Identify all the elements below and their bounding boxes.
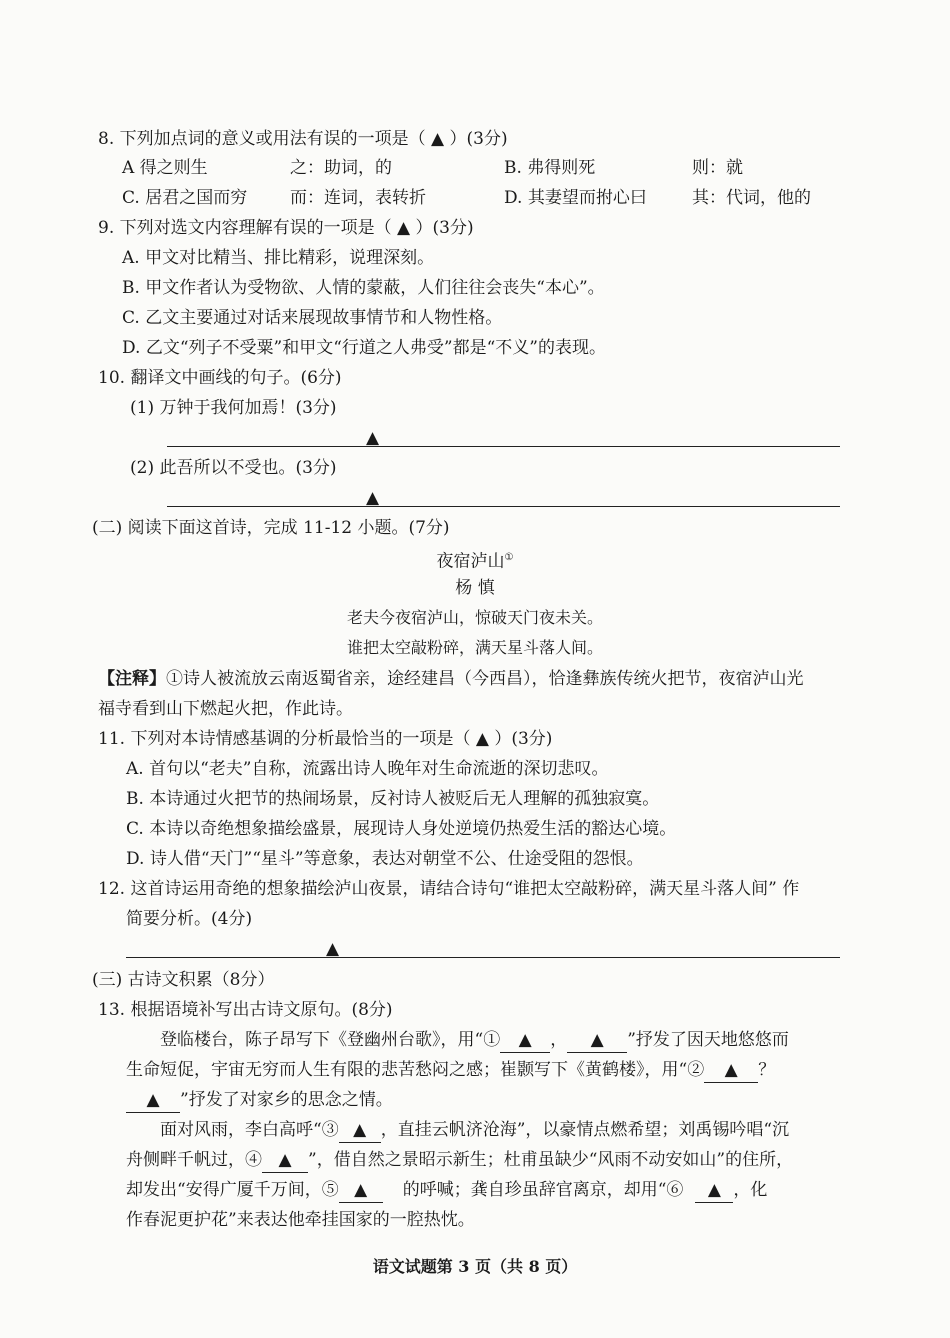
q13-blank-1b[interactable]: ▲	[567, 1028, 627, 1053]
q8-option-a-note: 之：助词，的	[290, 158, 392, 178]
section2-heading: (二) 阅读下面这首诗，完成 11-12 小题。(7分)	[92, 518, 450, 538]
q8-stem: 8. 下列加点词的意义或用法有误的一项是（ ▲ ）(3分)	[98, 129, 508, 149]
q9-option-a: A. 甲文对比精当、排比精彩，说理深刻。	[122, 248, 435, 268]
q13-p1-text-b: ，	[550, 1030, 568, 1050]
q13-p1-text-c: ”抒发了因天地悠悠而	[627, 1030, 789, 1050]
poem-note-text-1: ①诗人被流放云南返蜀省亲，途经建昌（今西昌），恰逢彝族传统火把节，夜宿泸山光	[166, 669, 804, 689]
q13-para2-line1	[160, 1118, 789, 1143]
q8-option-b-note: 则：就	[692, 158, 743, 178]
q13-blank-2a[interactable]: ▲	[704, 1058, 758, 1083]
q8-option-d: D. 其妻望而拊心曰	[504, 188, 647, 208]
q8-option-a: A 得之则生	[122, 158, 208, 178]
q13-para2-line4: 作春泥更护花”来表达他牵挂国家的一腔热忱。	[126, 1210, 475, 1230]
poem-note-line-1	[98, 667, 804, 691]
page-footer: 语文试题第 3 页（共 8 页）	[372, 1257, 578, 1276]
q11-option-a: A. 首句以“老夫”自称，流露出诗人晚年对生命流逝的深切悲叹。	[126, 759, 609, 779]
q13-p2-text-e: 却发出“安得广厦千万间，⑤	[126, 1180, 339, 1200]
q13-p2-text-g: ，化	[733, 1180, 768, 1200]
poem-title: 夜宿泸山	[436, 551, 505, 572]
q13-blank-4[interactable]: ▲	[262, 1148, 308, 1173]
q13-p2-text-b: ，直挂云帆济沧海”，以豪情点燃希望；刘禹锡吟唱“沉	[380, 1120, 790, 1140]
q13-para2-line2	[126, 1148, 793, 1173]
q10-answer-mark-1: ▲	[366, 428, 380, 448]
q8-option-d-note: 其：代词，他的	[692, 188, 811, 208]
poem-note-label: 【注释】	[98, 669, 166, 689]
q11-option-d: D. 诗人借“天门”“星斗”等意象，表达对朝堂不公、仕途受阻的怨恨。	[126, 849, 644, 869]
q13-p2-text-f: 的呼喊；龚自珍虽辞官离京，却用“⑥	[402, 1180, 684, 1200]
q9-option-c: C. 乙文主要通过对话来展现故事情节和人物性格。	[122, 308, 503, 328]
q9-option-b: B. 甲文作者认为受物欲、人情的蒙蔽，人们往往会丧失“本心”。	[122, 278, 605, 298]
q12-stem-line-1: 12. 这首诗运用奇绝的想象描绘泸山夜景，请结合诗句“谁把太空敲粉碎，满天星斗落人间” 作	[98, 879, 800, 899]
q9-option-d: D. 乙文“列子不受粟”和甲文“行道之人弗受”都是“不义”的表现。	[122, 338, 606, 358]
q13-blank-6[interactable]: ▲	[695, 1178, 733, 1203]
q13-p2-text-a: 面对风雨，李白高呼“③	[160, 1120, 339, 1140]
poem-author: 杨 慎	[455, 578, 495, 598]
q8-option-b: B. 弗得则死	[504, 158, 596, 178]
q13-p1-text-d: 生命短促，宇宙无穷而人生有限的悲苦愁闷之感；崔颢写下《黄鹤楼》，用“②	[126, 1060, 705, 1080]
q10-item-2: (2) 此吾所以不受也。(3分)	[130, 458, 337, 478]
q11-stem: 11. 下列对本诗情感基调的分析最恰当的一项是（ ▲ ）(3分)	[98, 729, 553, 749]
q13-blank-1a[interactable]: ▲	[500, 1028, 550, 1053]
q13-p1-text-f: ”抒发了对家乡的思念之情。	[180, 1090, 393, 1110]
q13-blank-3[interactable]: ▲	[339, 1118, 381, 1143]
q11-option-b: B. 本诗通过火把节的热闹场景，反衬诗人被贬后无人理解的孤独寂寞。	[126, 789, 660, 809]
q13-para1-line2	[126, 1058, 775, 1083]
q12-stem-line-2: 简要分析。(4分)	[126, 909, 253, 929]
poem-note-line-2: 福寺看到山下燃起火把，作此诗。	[98, 699, 353, 719]
q13-para1-line1	[160, 1028, 789, 1053]
q11-option-c: C. 本诗以奇绝想象描绘盛景，展现诗人身处逆境仍热爱生活的豁达心境。	[126, 819, 677, 839]
poem-line-2: 谁把太空敲粉碎，满天星斗落人间。	[346, 638, 603, 657]
q8-option-c-note: 而：连词，表转折	[290, 188, 426, 208]
q13-blank-5[interactable]: ▲	[339, 1178, 383, 1203]
q9-stem: 9. 下列对选文内容理解有误的一项是（ ▲ ）(3分)	[98, 218, 474, 238]
q13-p1-text-a: 登临楼台，陈子昂写下《登幽州台歌》，用“①	[160, 1030, 501, 1050]
q13-blank-2b[interactable]: ▲	[126, 1088, 180, 1113]
section3-heading: (三) 古诗文积累（8分）	[92, 970, 275, 990]
q10-answer-line-1[interactable]	[167, 446, 840, 447]
q13-para2-line3	[126, 1178, 767, 1203]
poem-line-1: 老夫今夜宿泸山，惊破天门夜未关。	[346, 608, 603, 627]
q10-answer-line-2[interactable]	[167, 506, 840, 507]
q8-option-c: C. 居君之国而穷	[122, 188, 248, 208]
q13-stem: 13. 根据语境补写出古诗文原句。(8分)	[98, 1000, 393, 1020]
q13-p2-text-c: 舟侧畔千帆过，④	[126, 1150, 262, 1170]
q10-answer-mark-2: ▲	[366, 488, 380, 508]
q10-stem: 10. 翻译文中画线的句子。(6分)	[98, 368, 342, 388]
poem-title-line	[0, 546, 950, 574]
q13-p2-text-d: ”，借自然之景昭示新生；杜甫虽缺少“风雨不动安如山”的住所，	[308, 1150, 794, 1170]
q12-answer-line[interactable]	[126, 957, 840, 958]
q10-item-1: (1) 万钟于我何加焉！(3分)	[130, 398, 337, 418]
q13-p1-text-e: ？	[758, 1060, 776, 1080]
q12-answer-mark: ▲	[326, 939, 340, 959]
poem-title-footnote-mark: ①	[504, 552, 514, 563]
q13-para1-line3	[126, 1088, 393, 1113]
